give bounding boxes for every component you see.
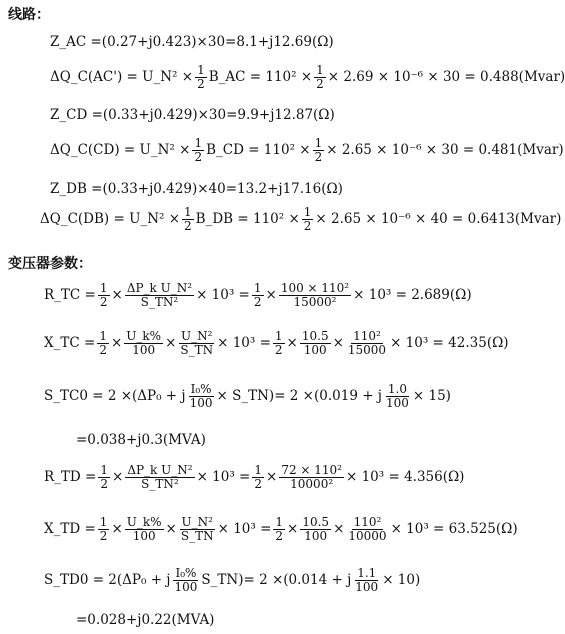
fraction-half [313, 137, 325, 163]
equation-r-td-left: R_TD = [44, 469, 97, 486]
fraction-num: 1 [100, 463, 108, 477]
fraction-num: 1 [314, 136, 323, 150]
equation-z-cd-text: Z_CD =(0.33+j0.429)×30=9.9+j12.87(Ω) [50, 107, 335, 123]
fraction-num: I₀% [175, 566, 197, 580]
fraction-half [98, 464, 110, 490]
fraction-num: U_N² [181, 329, 213, 343]
fraction-den: 100 [304, 528, 328, 543]
fraction-den: 2 [194, 149, 203, 164]
fraction-den: 2 [316, 76, 324, 91]
fraction-num: 10.5 [301, 329, 329, 343]
fraction-half [314, 64, 326, 90]
fraction-num: U_k% [126, 515, 162, 529]
fraction-num: 72 × 110² [281, 463, 342, 477]
equation-dq-ac-left: ΔQ_C(AC') = U_N² × [50, 69, 194, 86]
times-sign: × [333, 521, 345, 538]
fraction-num: 1 [99, 515, 108, 529]
fraction-num: 1 [184, 205, 192, 219]
fraction [279, 464, 344, 490]
fraction-num: U_N² [181, 515, 213, 529]
equation-dq-cd-right: × 2.65 × 10⁻⁶ × 30 = 0.481(Mvar) [326, 142, 564, 159]
equation-r-td-right: × 10³ = 4.356(Ω) [345, 469, 465, 486]
fraction-half [273, 516, 285, 542]
fraction [346, 330, 388, 356]
fraction-num: 1 [254, 463, 262, 477]
fraction [125, 464, 194, 490]
equation-z-db [50, 181, 343, 197]
equation-z-cd [50, 107, 335, 123]
fraction-den: 10000 [348, 528, 387, 543]
equation-x-td [44, 516, 518, 542]
fraction [279, 282, 351, 308]
equation-dq-db-right: × 2.65 × 10⁻⁶ × 40 = 0.6413(Mvar) [315, 211, 562, 228]
equation-dq-cd-mid: B_CD = 110² × [206, 142, 311, 159]
fraction-half [98, 516, 110, 542]
times-sign: × [265, 287, 277, 304]
fraction-den: 2 [99, 528, 108, 543]
equation-r-tc-left: R_TC = [44, 287, 96, 304]
fraction-half [98, 282, 110, 308]
fraction-half [252, 282, 264, 308]
fraction-num: 1 [194, 136, 203, 150]
equation-x-td-right: × 10³ = 63.525(Ω) [390, 521, 518, 538]
fraction-den: S_TN² [141, 476, 179, 491]
equation-z-db-text: Z_DB =(0.33+j0.429)×40=13.2+j17.16(Ω) [50, 181, 343, 197]
equation-dq-cd-left: ΔQ_C(CD) = U_N² × [50, 142, 191, 159]
fraction-den: 100 [355, 579, 379, 594]
fraction-num: 1 [99, 329, 107, 343]
equation-s-tc0-left: S_TC0 = 2 ×(ΔP₀ + j [44, 388, 186, 405]
fraction [384, 383, 411, 409]
equation-z-ac-text: Z_AC =(0.27+j0.423)×30=8.1+j12.69(Ω) [50, 34, 334, 50]
fraction-num: ΔP_k U_N² [126, 281, 193, 295]
equation-r-td-mid: × 10³ = [196, 469, 251, 486]
times-sign: × [266, 469, 278, 486]
equation-dq-ac [50, 64, 565, 90]
section-header-transformer [8, 253, 92, 273]
times-sign: × [165, 335, 177, 352]
fraction-den: S_TN [180, 528, 214, 543]
equation-z-ac [50, 34, 334, 50]
fraction-num: 1 [316, 63, 324, 77]
fraction-num: 1 [275, 515, 284, 529]
equation-dq-ac-right: × 2.69 × 10⁻⁶ × 30 = 0.488(Mvar) [327, 69, 565, 86]
fraction-den: 15000² [293, 294, 337, 309]
fraction-num: I₀% [190, 382, 212, 396]
equation-s-tc0-result [76, 432, 206, 448]
fraction-den: 2 [184, 218, 192, 233]
fraction-num: ΔP_k U_N² [127, 463, 193, 477]
section-header-transformer-text: 变压器参数： [8, 256, 92, 272]
equation-r-td [44, 464, 464, 490]
fraction-num: U_k% [126, 329, 162, 343]
fraction-half [195, 64, 207, 90]
equation-s-td0 [44, 567, 420, 593]
equation-x-td-left: X_TD = [44, 521, 96, 538]
fraction-den: 100 [174, 579, 198, 594]
fraction-half [273, 330, 285, 356]
equation-x-tc [44, 330, 509, 356]
fraction [125, 516, 164, 542]
fraction-num: 1.1 [357, 566, 377, 580]
fraction-den: 100 [189, 395, 213, 410]
fraction-half [302, 206, 314, 232]
fraction-num: 1 [253, 281, 262, 295]
fraction-den: 15000 [347, 342, 387, 357]
fraction-den: 100 [386, 395, 409, 410]
equation-s-td0-result [76, 612, 214, 628]
fraction-half [97, 330, 109, 356]
fraction-den: 2 [100, 476, 108, 491]
equation-x-tc-left: X_TC = [44, 335, 96, 352]
section-header-lines [8, 4, 50, 24]
fraction-den: 2 [99, 342, 107, 357]
equation-x-tc-right: × 10³ = 42.35(Ω) [390, 335, 509, 352]
equation-dq-db [40, 206, 561, 232]
fraction [173, 567, 200, 593]
fraction-den: 2 [254, 476, 262, 491]
fraction-half [182, 206, 194, 232]
fraction [179, 516, 216, 542]
fraction-num: 110² [353, 329, 381, 343]
equation-r-tc-mid: × 10³ = [196, 287, 250, 304]
fraction-den: 2 [99, 294, 108, 309]
fraction [125, 282, 194, 308]
fraction-den: 2 [275, 528, 284, 543]
times-sign: × [165, 521, 177, 538]
equation-dq-cd [50, 137, 564, 163]
fraction-den: S_TN² [140, 294, 179, 309]
fraction [188, 383, 215, 409]
equation-dq-ac-mid: B_AC = 110² × [208, 69, 313, 86]
equation-x-tc-mid: × 10³ = [217, 335, 271, 352]
fraction-den: 100 [132, 528, 156, 543]
times-sign: × [332, 335, 344, 352]
fraction-num: 1 [99, 281, 108, 295]
equation-s-td0-left: S_TD0 = 2(ΔP₀ + j [44, 572, 171, 589]
fraction-den: 100 [132, 342, 156, 357]
times-sign: × [286, 335, 298, 352]
fraction-num: 10.5 [302, 515, 330, 529]
equation-s-tc0-result-text: =0.038+j0.3(MVA) [76, 432, 206, 448]
section-header-lines-text: 线路： [8, 7, 50, 23]
equation-s-tc0-right: × 15) [412, 388, 451, 405]
equation-s-td0-mid: S_TN)= 2 ×(0.014 + j [201, 572, 352, 589]
equation-s-tc0-mid: × S_TN)= 2 ×(0.019 + j [216, 388, 382, 405]
times-sign: × [110, 335, 123, 352]
fraction-num: 100 × 110² [280, 281, 350, 295]
fraction [353, 567, 380, 593]
equation-r-tc-right: × 10³ = 2.689(Ω) [353, 287, 472, 304]
fraction-den: 2 [314, 149, 323, 164]
fraction-den: S_TN [180, 342, 214, 357]
equation-dq-db-left: ΔQ_C(DB) = U_N² × [40, 211, 181, 228]
equation-r-tc [44, 282, 472, 308]
fraction-den: 2 [274, 342, 283, 357]
times-sign: × [112, 469, 124, 486]
fraction [300, 516, 331, 542]
equation-s-td0-result-text: =0.028+j0.22(MVA) [76, 612, 215, 628]
fraction-num: 1.0 [387, 382, 407, 396]
fraction-num: 1 [197, 63, 205, 77]
times-sign: × [111, 521, 123, 538]
fraction-num: 1 [274, 329, 283, 343]
fraction [346, 516, 388, 542]
fraction-half [252, 464, 264, 490]
equation-s-tc0 [44, 383, 451, 409]
fraction [300, 330, 331, 356]
times-sign: × [287, 521, 299, 538]
fraction [178, 330, 215, 356]
fraction-num: 110² [353, 515, 382, 529]
times-sign: × [111, 287, 123, 304]
equation-x-td-mid: × 10³ = [217, 521, 272, 538]
fraction [124, 330, 163, 356]
fraction-den: 2 [303, 218, 312, 233]
fraction-den: 100 [303, 342, 327, 357]
equation-s-td0-right: × 10) [382, 572, 421, 589]
fraction-den: 10000² [290, 476, 334, 491]
fraction-den: 2 [253, 294, 262, 309]
equation-dq-db-mid: B_DB = 110² × [195, 211, 300, 228]
fraction-num: 1 [303, 205, 312, 219]
fraction-den: 2 [197, 76, 205, 91]
fraction-half [192, 137, 204, 163]
